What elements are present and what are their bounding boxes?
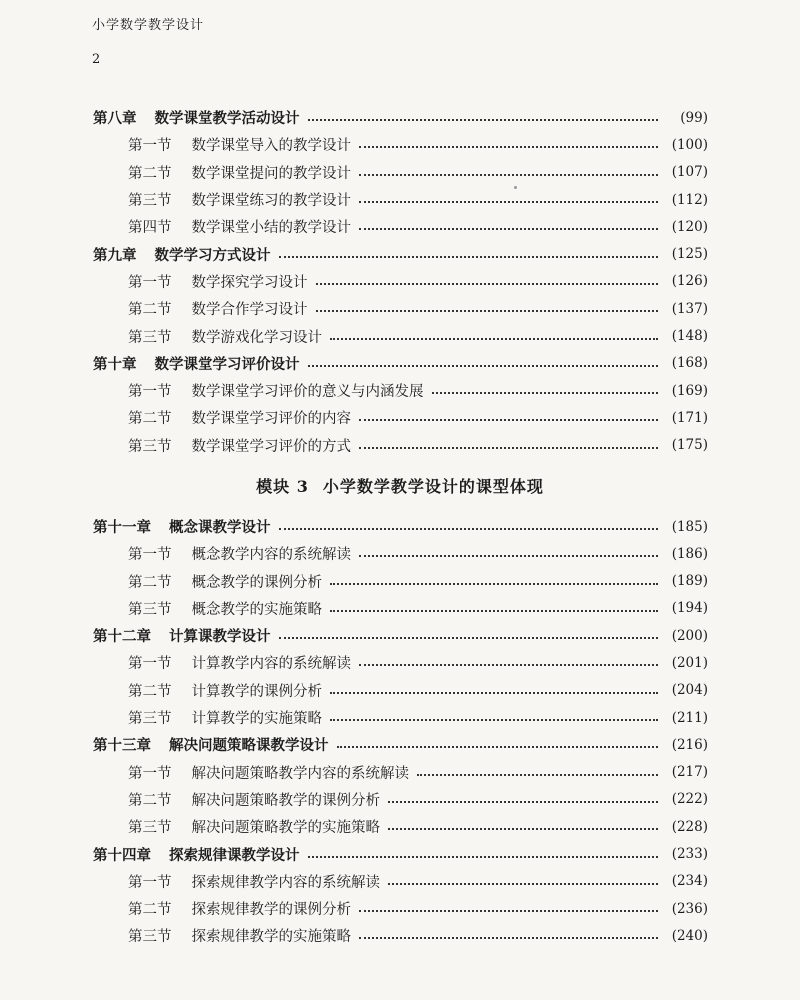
toc-part-1	[0, 104, 800, 459]
entry-title: 探索规律教学内容的系统解读	[191, 874, 380, 891]
toc-section-row	[0, 759, 800, 786]
entry-page: (169)	[671, 382, 708, 399]
toc-section-row	[0, 540, 800, 567]
entry-page: (168)	[671, 355, 708, 372]
entry-page: (125)	[671, 246, 708, 263]
dot-leader	[359, 936, 658, 939]
entry-title: 数学课堂提问的教学设计	[191, 165, 351, 182]
dot-leader	[308, 855, 659, 858]
entry-page: (99)	[680, 109, 708, 126]
dot-leader	[359, 200, 658, 203]
entry-number: 第十二章	[93, 628, 151, 646]
entry-title: 计算教学的实施策略	[191, 711, 322, 728]
entry-number: 第一节	[128, 384, 172, 401]
entry-title: 数学合作学习设计	[191, 302, 308, 319]
toc-chapter-row	[0, 104, 800, 131]
toc-section-row	[0, 159, 800, 186]
toc-part-2	[0, 513, 800, 950]
entry-page: (100)	[671, 136, 708, 153]
toc-section-row	[0, 567, 800, 594]
dot-leader	[279, 255, 659, 258]
entry-number: 第二节	[128, 302, 172, 319]
entry-title: 概念课教学设计	[169, 519, 271, 536]
toc-section-row	[0, 295, 800, 322]
module-heading	[0, 459, 800, 513]
dot-leader	[359, 909, 658, 912]
entry-page: (112)	[671, 191, 708, 208]
entry-number: 第一节	[128, 656, 172, 673]
entry-page: (200)	[671, 627, 708, 644]
entry-page: (186)	[671, 545, 708, 562]
entry-title: 数学课堂教学活动设计	[154, 110, 300, 128]
dot-leader	[279, 527, 659, 530]
toc-chapter-row	[0, 840, 800, 867]
toc-chapter-row	[0, 240, 800, 267]
dot-leader	[417, 773, 658, 776]
toc-section-row	[0, 868, 800, 895]
toc-section-row	[0, 649, 800, 676]
dot-leader	[388, 882, 658, 885]
entry-page: (240)	[671, 927, 708, 944]
entry-title: 数学课堂学习评价的意义与内涵发展	[191, 384, 424, 401]
toc-chapter-row	[0, 622, 800, 649]
entry-page: (228)	[671, 818, 708, 835]
entry-number: 第十章	[93, 355, 137, 373]
toc-chapter-row	[0, 731, 800, 758]
dot-leader	[359, 227, 658, 230]
entry-title: 数学课堂小结的教学设计	[191, 220, 351, 237]
entry-title: 解决问题策略课教学设计	[169, 737, 329, 755]
entry-number: 第三节	[128, 711, 172, 728]
entry-number: 第三节	[128, 193, 172, 210]
entry-number: 第三节	[128, 601, 172, 618]
dot-leader	[359, 173, 658, 176]
entry-title: 数学课堂学习评价的内容	[191, 411, 351, 428]
toc-section-row	[0, 322, 800, 349]
dot-leader	[330, 582, 658, 585]
toc-section-row	[0, 786, 800, 813]
entry-title: 概念教学内容的系统解读	[191, 547, 351, 564]
entry-number: 第二节	[128, 792, 172, 809]
entry-number: 第四节	[128, 220, 172, 237]
entry-page: (201)	[671, 654, 708, 671]
entry-title: 数学课堂学习评价设计	[154, 355, 300, 373]
entry-title: 数学探究学习设计	[191, 274, 308, 291]
entry-number: 第一节	[128, 138, 172, 155]
entry-title: 计算教学的课例分析	[191, 683, 322, 700]
entry-title: 探索规律课教学设计	[169, 846, 300, 864]
toc-chapter-row	[0, 513, 800, 540]
entry-title: 概念教学的课例分析	[191, 574, 322, 591]
entry-title: 解决问题策略教学的实施策略	[191, 820, 380, 837]
dot-leader	[330, 609, 658, 612]
entry-title: 数学学习方式设计	[154, 246, 271, 264]
entry-number: 第一节	[128, 547, 172, 564]
toc-section-row	[0, 895, 800, 922]
dot-leader	[330, 718, 658, 721]
entry-title: 解决问题策略教学内容的系统解读	[191, 765, 409, 782]
dot-leader	[359, 446, 658, 449]
entry-page: (222)	[671, 791, 708, 808]
entry-number: 第三节	[128, 329, 172, 346]
dot-leader	[359, 418, 658, 421]
entry-page: (194)	[671, 600, 708, 617]
entry-page: (234)	[671, 873, 708, 890]
entry-title: 数学课堂练习的教学设计	[191, 193, 351, 210]
dot-leader	[388, 800, 658, 803]
entry-number: 第九章	[93, 246, 137, 264]
entry-page: (120)	[671, 218, 708, 235]
dot-leader	[359, 663, 658, 666]
toc-section-row	[0, 404, 800, 431]
toc-section-row	[0, 677, 800, 704]
module-label: 模块 3	[256, 477, 309, 497]
dot-leader	[388, 827, 658, 830]
toc-section-row	[0, 813, 800, 840]
entry-page: (204)	[671, 682, 708, 699]
table-of-contents	[0, 104, 800, 950]
entry-page: (148)	[671, 328, 708, 345]
toc-section-row	[0, 704, 800, 731]
page-number: 2	[92, 52, 101, 67]
entry-number: 第三节	[128, 929, 172, 946]
entry-title: 数学课堂导入的教学设计	[191, 138, 351, 155]
entry-page: (236)	[671, 900, 708, 917]
dot-leader	[337, 745, 659, 748]
entry-title: 概念教学的实施策略	[191, 601, 322, 618]
entry-number: 第三节	[128, 820, 172, 837]
entry-page: (211)	[671, 709, 708, 726]
entry-number: 第二节	[128, 411, 172, 428]
entry-number: 第八章	[93, 110, 137, 128]
entry-title: 探索规律教学的实施策略	[191, 929, 351, 946]
dot-leader	[359, 554, 658, 557]
dot-leader	[432, 391, 659, 394]
dot-leader	[330, 691, 658, 694]
dot-leader	[330, 337, 658, 340]
entry-page: (171)	[671, 409, 708, 426]
dot-leader	[316, 282, 659, 285]
toc-chapter-row	[0, 350, 800, 377]
entry-page: (233)	[671, 846, 708, 863]
toc-section-row	[0, 131, 800, 158]
entry-page: (137)	[671, 300, 708, 317]
toc-section-row	[0, 595, 800, 622]
entry-title: 数学游戏化学习设计	[191, 329, 322, 346]
entry-page: (175)	[671, 437, 708, 454]
print-speck	[514, 186, 517, 189]
entry-title: 探索规律教学的课例分析	[191, 902, 351, 919]
entry-number: 第一节	[128, 765, 172, 782]
entry-number: 第二节	[128, 574, 172, 591]
entry-title: 数学课堂学习评价的方式	[191, 438, 351, 455]
dot-leader	[316, 309, 659, 312]
entry-title: 解决问题策略教学的课例分析	[191, 792, 380, 809]
toc-section-row	[0, 432, 800, 459]
entry-page: (126)	[671, 273, 708, 290]
entry-number: 第二节	[128, 683, 172, 700]
entry-page: (217)	[671, 764, 708, 781]
entry-title: 计算教学内容的系统解读	[191, 656, 351, 673]
toc-section-row	[0, 213, 800, 240]
dot-leader	[279, 636, 659, 639]
entry-page: (189)	[671, 573, 708, 590]
entry-number: 第二节	[128, 165, 172, 182]
toc-section-row	[0, 268, 800, 295]
entry-page: (107)	[671, 164, 708, 181]
entry-number: 第十一章	[93, 519, 151, 536]
entry-page: (216)	[671, 736, 708, 753]
toc-section-row	[0, 922, 800, 949]
module-title: 小学数学教学设计的课型体现	[322, 477, 544, 497]
entry-page: (185)	[671, 518, 708, 535]
entry-title: 计算课教学设计	[169, 628, 271, 646]
entry-number: 第十三章	[93, 737, 151, 755]
entry-number: 第三节	[128, 438, 172, 455]
running-head: 小学数学教学设计	[92, 18, 205, 33]
entry-number: 第十四章	[93, 846, 151, 864]
entry-number: 第一节	[128, 874, 172, 891]
dot-leader	[359, 145, 658, 148]
entry-number: 第二节	[128, 902, 172, 919]
entry-number: 第一节	[128, 274, 172, 291]
toc-section-row	[0, 186, 800, 213]
dot-leader	[308, 118, 659, 121]
dot-leader	[308, 364, 659, 367]
toc-section-row	[0, 377, 800, 404]
